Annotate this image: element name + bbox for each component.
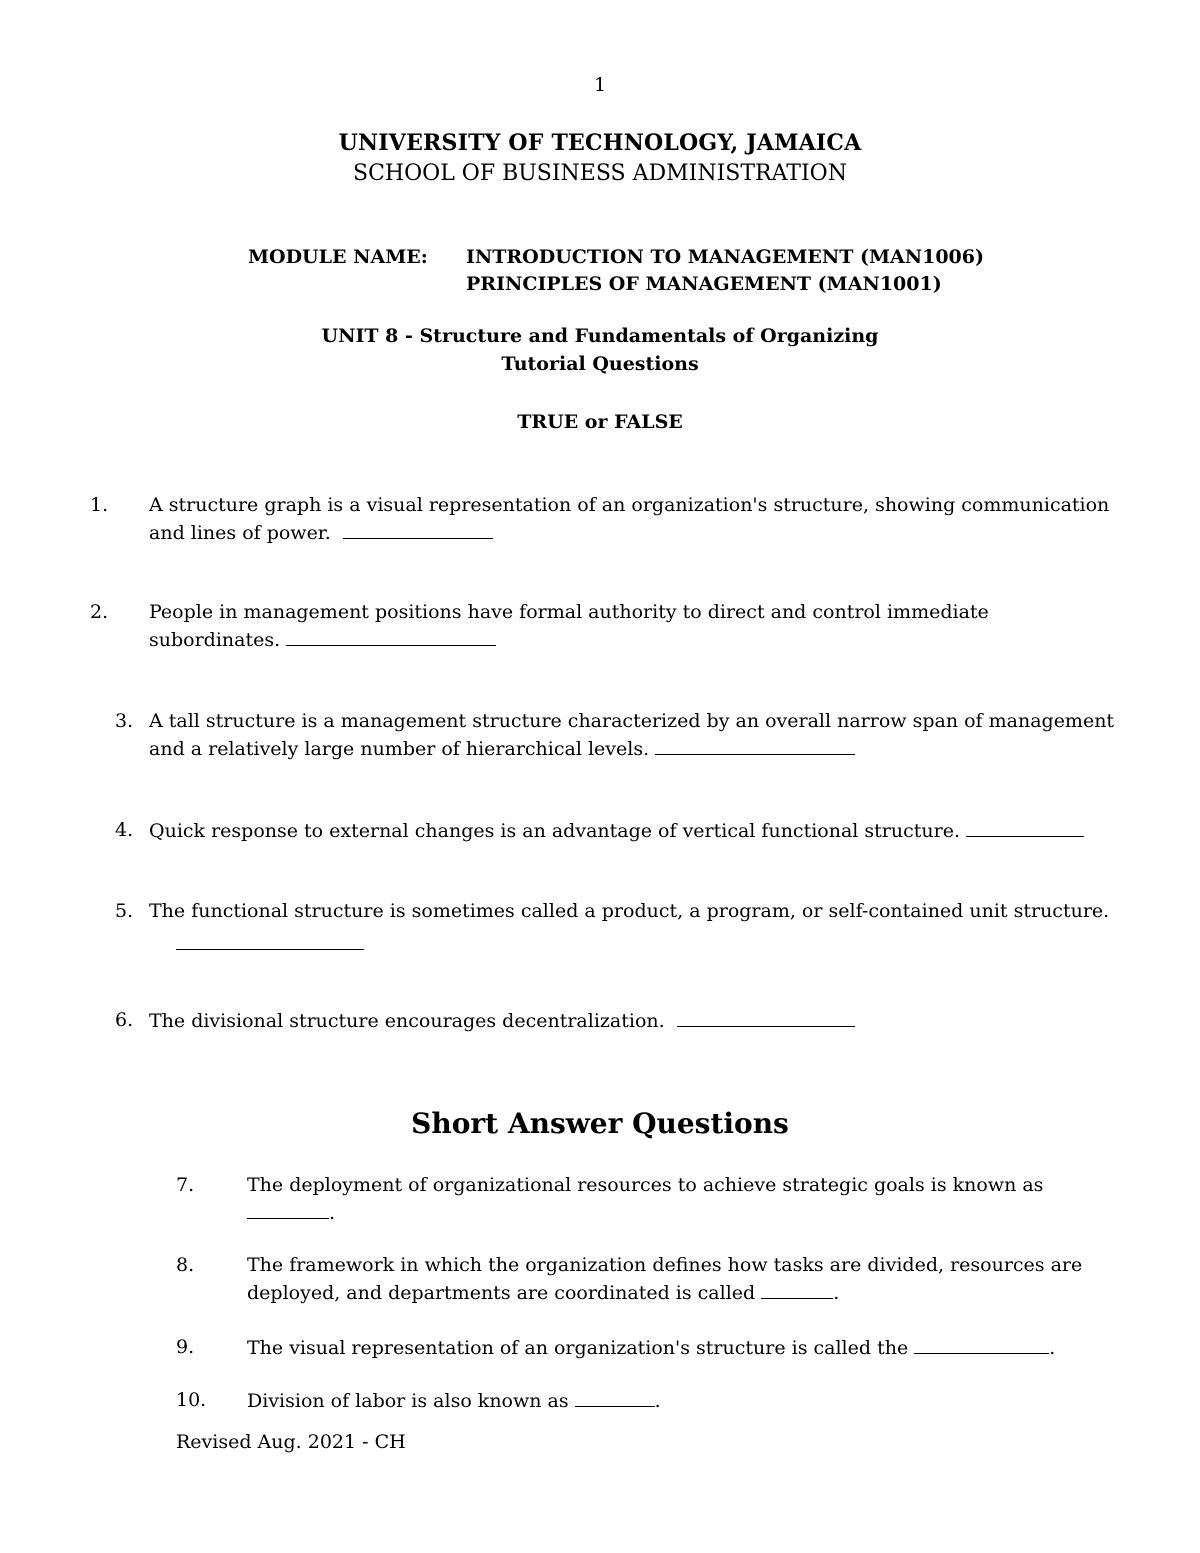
answer-blank <box>575 1387 655 1407</box>
question-7 <box>247 1172 1043 1227</box>
question-3 <box>149 708 1114 763</box>
question-text: The functional structure is sometimes called a product, a program, or self-contained unit structure. <box>149 900 1110 922</box>
question-text: A tall structure is a management structure characterized by an overall narrow span of management <box>149 710 1115 732</box>
unit-title: UNIT 8 - Structure and Fundamentals of Organizing <box>321 325 879 347</box>
answer-blank <box>655 735 855 755</box>
question-9 <box>247 1334 1055 1362</box>
answer-blank <box>677 1007 855 1027</box>
question-text: . <box>654 1390 661 1412</box>
answer-blank <box>966 817 1084 837</box>
answer-blank <box>286 626 496 646</box>
question-text: The deployment of organizational resources to achieve strategic goals is known as <box>247 1174 1044 1196</box>
question-4 <box>149 817 1084 845</box>
answer-blank <box>761 1279 833 1299</box>
university-title: UNIVERSITY OF TECHNOLOGY, JAMAICA <box>338 130 862 156</box>
question-text: The framework in which the organization defines how tasks are divided, resources are <box>247 1254 1083 1276</box>
question-number: 5. <box>115 900 134 922</box>
answer-blank <box>176 930 364 950</box>
question-6 <box>149 1007 855 1035</box>
question-number: 9. <box>176 1336 195 1358</box>
question-8 <box>247 1252 1082 1307</box>
question-number: 2. <box>90 601 109 623</box>
question-number: 3. <box>115 710 134 732</box>
question-5 <box>149 898 1109 925</box>
answer-blank <box>914 1334 1049 1354</box>
question-text: subordinates. <box>149 629 281 651</box>
page-number: 1 <box>593 74 607 96</box>
answer-blank-5 <box>176 930 364 954</box>
question-text: People in management positions have formal authority to direct and control immediate <box>149 601 989 623</box>
short-answer-heading: Short Answer Questions <box>411 1107 789 1140</box>
question-10 <box>247 1387 661 1415</box>
answer-blank <box>247 1199 329 1219</box>
question-number: 8. <box>176 1254 195 1276</box>
question-number: 1. <box>90 494 109 516</box>
question-text: . <box>833 1282 840 1304</box>
module-name-1: INTRODUCTION TO MANAGEMENT (MAN1006) <box>466 246 984 268</box>
question-text: The divisional structure encourages decentralization. <box>149 1010 665 1032</box>
question-text: deployed, and departments are coordinated is called <box>247 1282 756 1304</box>
question-text: . <box>1049 1337 1056 1359</box>
tutorial-subtitle: Tutorial Questions <box>501 353 699 375</box>
question-text: Quick response to external changes is an advantage of vertical functional structure. <box>149 820 960 842</box>
module-name-2: PRINCIPLES OF MANAGEMENT (MAN1001) <box>466 273 942 295</box>
question-text: and lines of power. <box>149 522 331 544</box>
question-2 <box>149 599 989 654</box>
module-label: MODULE NAME: <box>248 246 428 268</box>
question-number: 7. <box>176 1174 195 1196</box>
question-text: and a relatively large number of hierarchical levels. <box>149 738 650 760</box>
revision-note: Revised Aug. 2021 - CH <box>176 1431 406 1453</box>
question-number: 4. <box>115 819 134 841</box>
question-1 <box>149 492 1109 547</box>
question-text: Division of labor is also known as <box>247 1390 569 1412</box>
answer-blank <box>343 519 493 539</box>
question-number: 6. <box>115 1009 134 1031</box>
question-text: A structure graph is a visual representation of an organization's structure, showing communication <box>149 494 1110 516</box>
question-text: . <box>329 1202 336 1224</box>
question-text: The visual representation of an organization's structure is called the <box>247 1337 909 1359</box>
true-false-heading: TRUE or FALSE <box>517 411 683 433</box>
school-title: SCHOOL OF BUSINESS ADMINISTRATION <box>353 161 847 186</box>
question-number: 10. <box>176 1389 207 1411</box>
